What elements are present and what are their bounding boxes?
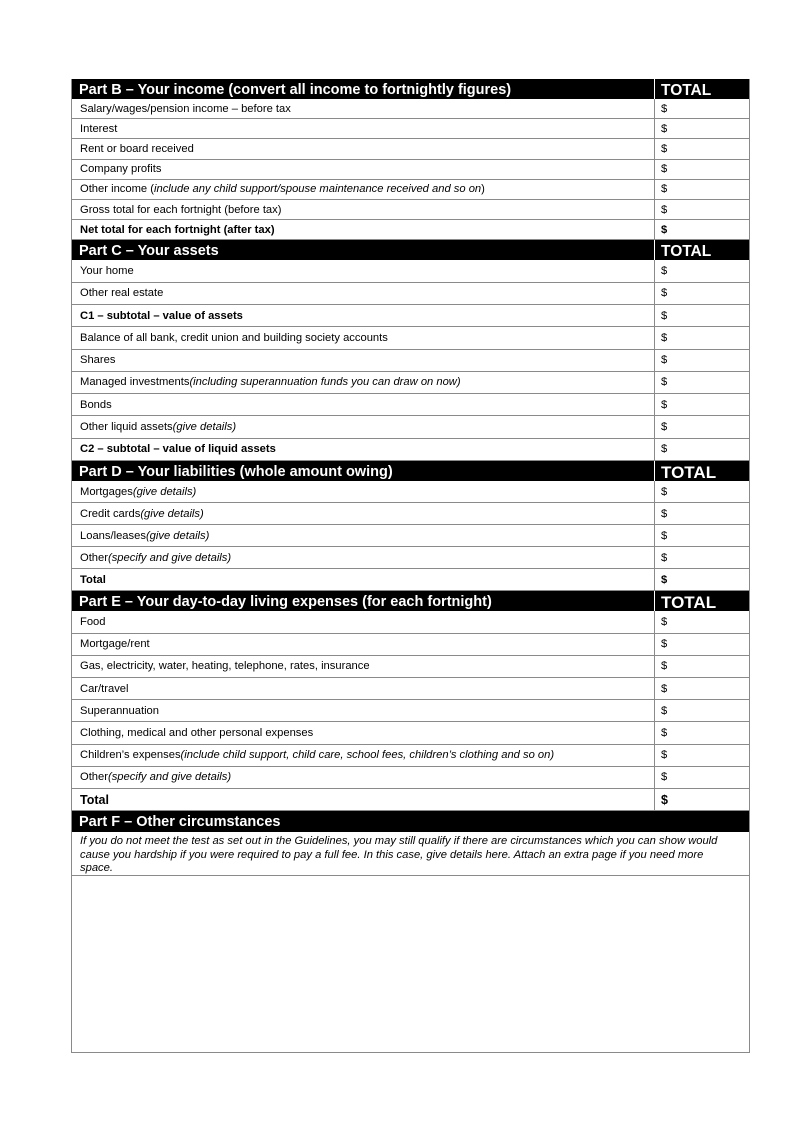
part-b-title: Part B – Your income (convert all income to fortnightly figures) — [72, 79, 655, 99]
part-b-total-label: TOTAL — [661, 82, 712, 99]
expense-row-total — [72, 789, 749, 811]
row-label: Rent or board received — [72, 139, 655, 158]
row-label: Interest — [72, 119, 655, 138]
part-d-header — [72, 461, 749, 481]
amount-field[interactable]: $ — [661, 660, 668, 673]
liability-row-credit-cards — [72, 503, 749, 525]
row-label: Shares — [72, 350, 655, 371]
part-b-rows — [72, 99, 749, 240]
amount-field[interactable]: $ — [661, 551, 668, 564]
amount-field[interactable]: $ — [661, 163, 668, 176]
liability-row-total — [72, 569, 749, 591]
liability-row-loans — [72, 525, 749, 547]
row-label: Your home — [72, 260, 655, 281]
income-row-interest — [72, 119, 749, 139]
amount-field[interactable]: $ — [661, 421, 668, 434]
income-row-other — [72, 180, 749, 200]
amount-field[interactable]: $ — [661, 771, 668, 784]
amount-field[interactable]: $ — [661, 507, 668, 520]
row-label: Mortgages (give details) — [72, 481, 655, 502]
amount-field[interactable]: $ — [661, 309, 668, 322]
amount-field[interactable]: $ — [661, 529, 668, 542]
row-label: Bonds — [72, 394, 655, 415]
row-label: Other liquid assets (give details) — [72, 416, 655, 437]
amount-field[interactable]: $ — [661, 376, 668, 389]
expense-row-food — [72, 611, 749, 633]
amount-field[interactable]: $ — [661, 331, 668, 344]
financial-form — [71, 79, 750, 1053]
row-label: Food — [72, 611, 655, 632]
part-c-total-label: TOTAL — [661, 243, 712, 261]
part-c-header — [72, 240, 749, 260]
amount-field[interactable]: $ — [661, 398, 668, 411]
amount-field[interactable]: $ — [661, 102, 668, 115]
income-row-rent — [72, 139, 749, 159]
amount-field[interactable]: $ — [661, 792, 668, 807]
part-f-details-field[interactable] — [72, 876, 749, 1053]
liability-row-other — [72, 547, 749, 569]
amount-field[interactable]: $ — [661, 573, 668, 586]
part-b-header — [72, 79, 749, 99]
part-f-title: Part F – Other circumstances — [72, 811, 749, 832]
expense-row-utilities — [72, 656, 749, 678]
row-label: Credit cards (give details) — [72, 503, 655, 524]
part-e-rows — [72, 611, 749, 811]
asset-row-home — [72, 260, 749, 282]
liability-row-mortgages — [72, 481, 749, 503]
asset-row-managed-investments — [72, 372, 749, 394]
row-label: Gross total for each fortnight (before tax) — [72, 200, 655, 219]
asset-row-bank-balance — [72, 327, 749, 349]
row-label: Company profits — [72, 160, 655, 179]
row-label: Other (specify and give details) — [72, 547, 655, 568]
amount-field[interactable]: $ — [661, 443, 668, 456]
amount-field[interactable]: $ — [661, 726, 668, 739]
row-label: Total — [72, 569, 655, 590]
row-label: Superannuation — [72, 700, 655, 721]
part-c-rows — [72, 260, 749, 461]
row-label: Clothing, medical and other personal expenses — [72, 722, 655, 743]
row-label: Balance of all bank, credit union and building society accounts — [72, 327, 655, 348]
row-label: C1 – subtotal – value of assets — [72, 305, 655, 326]
part-c-title: Part C – Your assets — [72, 240, 655, 260]
amount-field[interactable]: $ — [661, 287, 668, 300]
part-e-total-label: TOTAL — [661, 593, 717, 613]
income-row-company-profits — [72, 160, 749, 180]
expense-row-car-travel — [72, 678, 749, 700]
row-label: Other income ( include any child support/spouse maintenance received and so on ) — [72, 180, 655, 199]
asset-row-other-liquid — [72, 416, 749, 438]
part-e-title: Part E – Your day-to-day living expenses (for each fortnight) — [72, 591, 655, 611]
amount-field[interactable]: $ — [661, 264, 668, 277]
amount-field[interactable]: $ — [661, 223, 668, 236]
asset-row-c2-subtotal — [72, 439, 749, 461]
part-d-title: Part D – Your liabilities (whole amount owing) — [72, 461, 655, 481]
part-e-header — [72, 591, 749, 611]
asset-row-bonds — [72, 394, 749, 416]
amount-field[interactable]: $ — [661, 704, 668, 717]
amount-field[interactable]: $ — [661, 203, 668, 216]
row-label: Loans/leases (give details) — [72, 525, 655, 546]
row-label: Children’s expenses (include child support, child care, school fees, children’s clothing and so on) — [72, 745, 655, 766]
amount-field[interactable]: $ — [661, 749, 668, 762]
asset-row-real-estate — [72, 283, 749, 305]
amount-field[interactable]: $ — [661, 183, 668, 196]
income-row-net-total — [72, 220, 749, 240]
expense-row-children — [72, 745, 749, 767]
row-label: Salary/wages/pension income – before tax — [72, 99, 655, 118]
row-label: Car/travel — [72, 678, 655, 699]
expense-row-superannuation — [72, 700, 749, 722]
row-label: Mortgage/rent — [72, 634, 655, 655]
part-d-rows — [72, 481, 749, 591]
amount-field[interactable]: $ — [661, 638, 668, 651]
row-label: Other (specify and give details) — [72, 767, 655, 788]
amount-field[interactable]: $ — [661, 122, 668, 135]
expense-row-other — [72, 767, 749, 789]
row-label: Gas, electricity, water, heating, telephone, rates, insurance — [72, 656, 655, 677]
expense-row-mortgage-rent — [72, 634, 749, 656]
row-label: C2 – subtotal – value of liquid assets — [72, 439, 655, 460]
part-d-total-label: TOTAL — [661, 462, 717, 482]
row-label: Other real estate — [72, 283, 655, 304]
amount-field[interactable]: $ — [661, 142, 668, 155]
amount-field[interactable]: $ — [661, 616, 668, 629]
income-row-salary — [72, 99, 749, 119]
asset-row-c1-subtotal — [72, 305, 749, 327]
amount-field[interactable]: $ — [661, 485, 668, 498]
amount-field[interactable]: $ — [661, 682, 668, 695]
row-label: Managed investments (including superannuation funds you can draw on now) — [72, 372, 655, 393]
income-row-gross-total — [72, 200, 749, 220]
amount-field[interactable]: $ — [661, 354, 668, 367]
row-label: Net total for each fortnight (after tax) — [72, 220, 655, 239]
expense-row-clothing-medical — [72, 722, 749, 744]
asset-row-shares — [72, 350, 749, 372]
part-f-instructions: If you do not meet the test as set out in the Guidelines, you may still qualify if there are circumstances which you can show would cause you hardship if you were required to pay a full fee. In this case, give details here. Attach an extra page if you need more space. — [72, 832, 749, 876]
row-label: Total — [72, 789, 655, 810]
